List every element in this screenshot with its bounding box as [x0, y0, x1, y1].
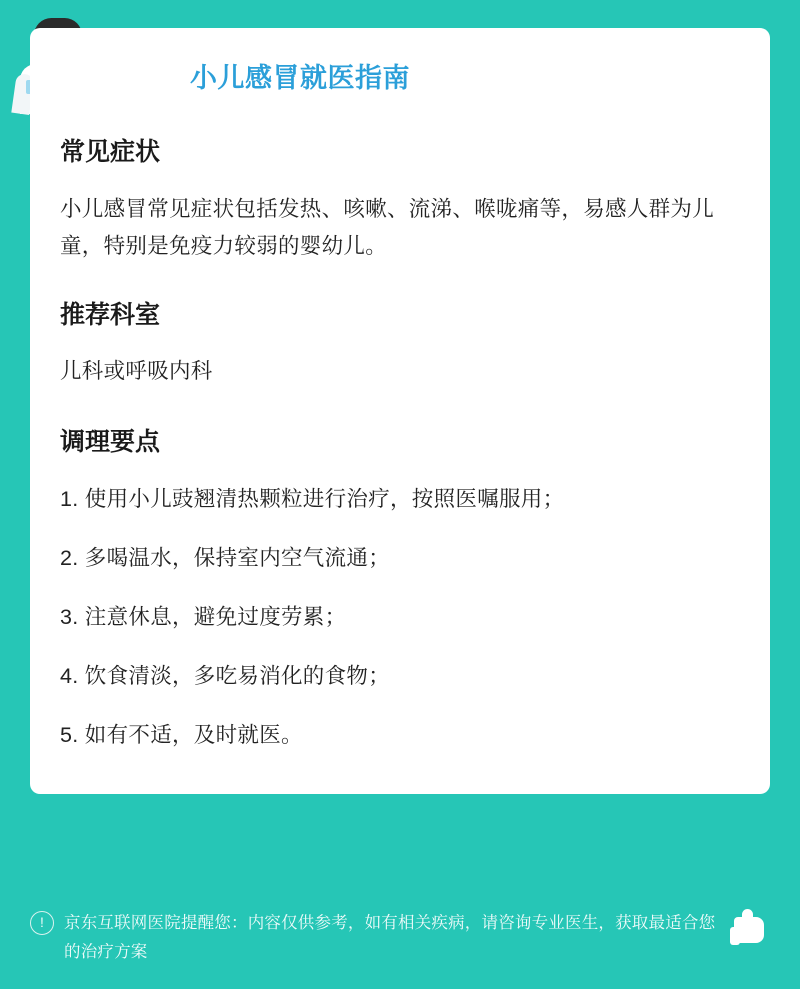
- section-body-department: 儿科或呼吸内科: [60, 359, 213, 384]
- footer-disclaimer: [30, 909, 770, 967]
- disclaimer-text: 京东互联网医院提醒您：内容仅供参考，如有相关疾病，请咨询专业医生，获取最适合您的治疗方案: [64, 914, 716, 962]
- list-item: 3. 注意休息，避免过度劳累；: [60, 604, 347, 629]
- page-title: 小儿感冒就医指南: [190, 63, 410, 93]
- section-body-symptoms: 小儿感冒常见症状包括发热、咳嗽、流涕、喉咙痛等，易感人群为儿童，特别是免疫力较弱的婴幼儿。: [60, 196, 715, 258]
- info-icon: !: [30, 911, 54, 935]
- section-heading-department: 推荐科室: [60, 300, 161, 329]
- section-heading-symptoms: 常见症状: [60, 138, 161, 167]
- tips-list: [60, 481, 740, 754]
- list-item: 5. 如有不适，及时就医。: [60, 722, 303, 747]
- list-item: 4. 饮食清淡，多吃易消化的食物；: [60, 663, 391, 688]
- guide-card: [30, 28, 770, 794]
- list-item: 2. 多喝温水，保持室内空气流通；: [60, 545, 391, 570]
- thumb-cuff-part: [730, 927, 740, 945]
- thumbs-up-icon[interactable]: [728, 909, 770, 951]
- list-item: 1. 使用小儿豉翘清热颗粒进行治疗，按照医嘱服用；: [60, 486, 565, 511]
- section-heading-tips: 调理要点: [60, 428, 161, 457]
